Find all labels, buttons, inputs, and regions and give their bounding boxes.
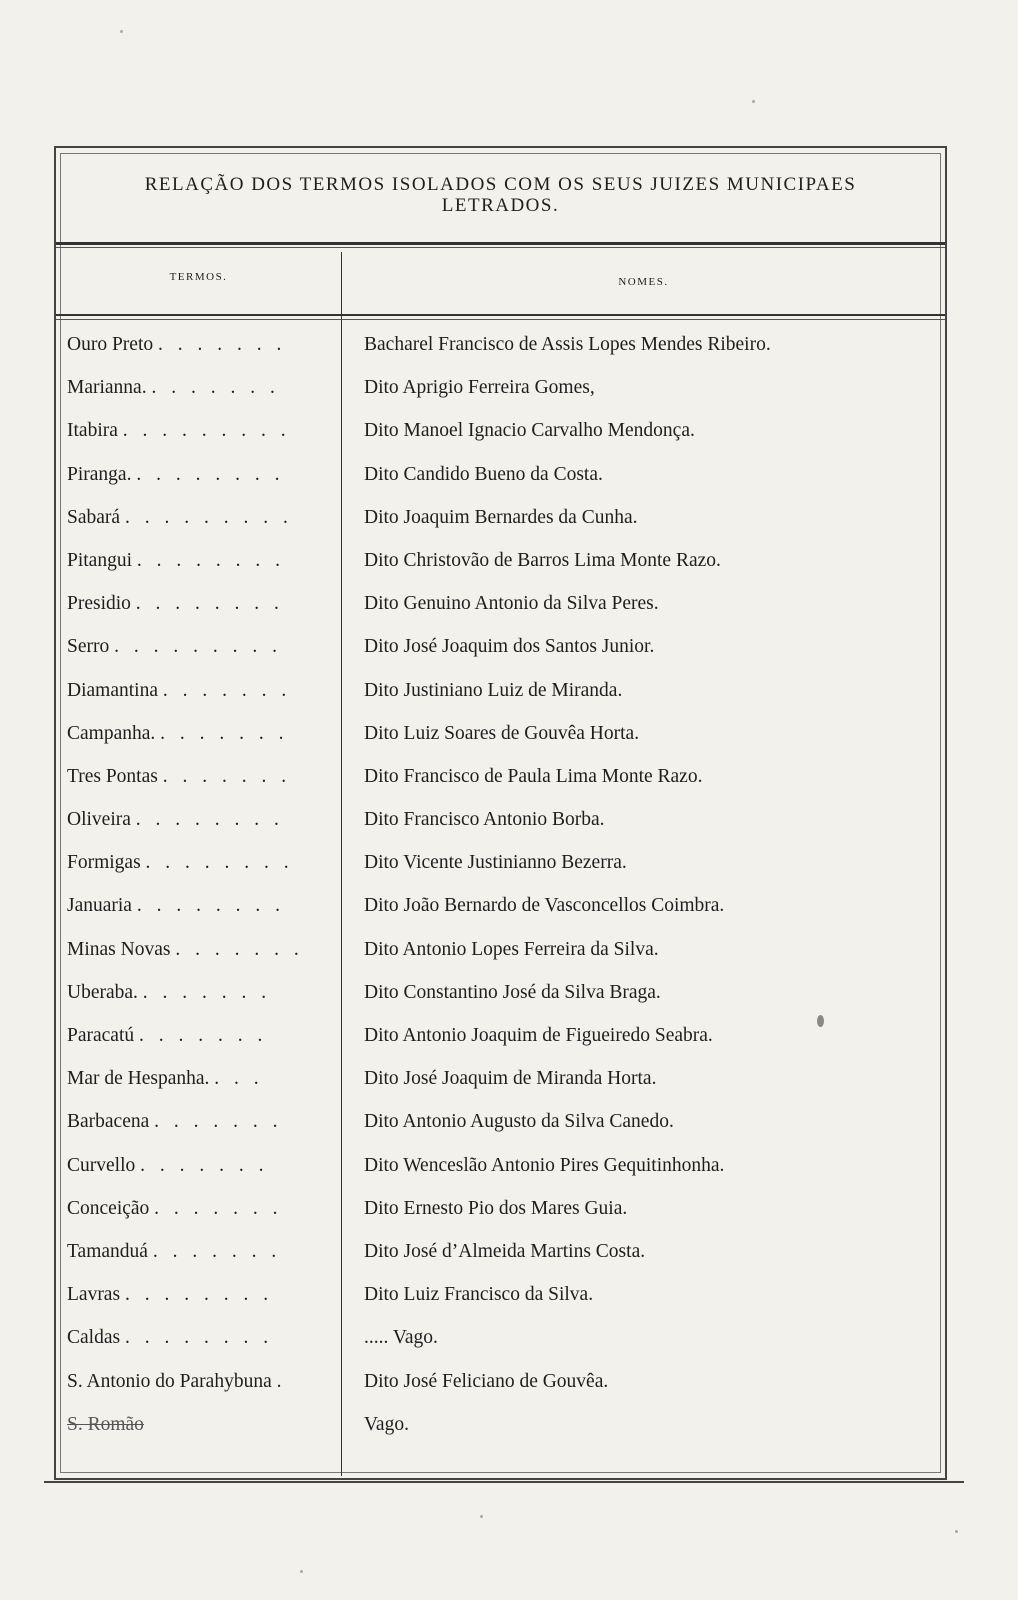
table-row bbox=[56, 803, 945, 846]
table-row bbox=[56, 760, 945, 803]
termo-name: Formigas bbox=[67, 852, 141, 874]
termo-cell bbox=[67, 593, 337, 615]
nome-cell: Dito Constantino José da Silva Braga. bbox=[364, 981, 661, 1003]
termo-cell bbox=[67, 507, 337, 529]
nome-cell: Dito Manoel Ignacio Carvalho Mendonça. bbox=[364, 420, 695, 442]
table-row bbox=[56, 976, 945, 1019]
nome-cell: Dito Justiniano Luiz de Miranda. bbox=[364, 679, 623, 701]
print-speck bbox=[752, 100, 755, 103]
nome-cell: Dito Luiz Francisco da Silva. bbox=[364, 1284, 594, 1306]
dot-leader: . . . . . . . . bbox=[136, 463, 285, 485]
nome-cell: Dito Genuino Antonio da Silva Peres. bbox=[364, 593, 659, 615]
nome-cell: Dito Antonio Augusto da Silva Canedo. bbox=[364, 1111, 674, 1133]
dot-leader: . . . . . . . . . bbox=[124, 506, 293, 528]
termo-cell bbox=[67, 1414, 337, 1436]
table-row bbox=[56, 501, 945, 544]
table-row bbox=[56, 1062, 945, 1105]
nome-cell: Dito José Feliciano de Gouvêa. bbox=[364, 1370, 609, 1392]
print-speck bbox=[300, 1570, 303, 1573]
nome-cell: Dito Francisco de Paula Lima Monte Razo. bbox=[364, 765, 703, 787]
table-row bbox=[56, 1149, 945, 1192]
termo-name: Januaria bbox=[67, 895, 132, 917]
termo-name: Sabará bbox=[67, 506, 121, 528]
termo-cell bbox=[67, 895, 337, 917]
termo-cell bbox=[67, 766, 337, 788]
termo-cell bbox=[67, 1284, 337, 1306]
termo-name: Paracatú bbox=[67, 1025, 135, 1046]
nome-cell: Dito Luiz Soares de Gouvêa Horta. bbox=[364, 722, 640, 744]
termo-cell bbox=[67, 334, 337, 356]
header-bottom-rule-thin bbox=[56, 319, 945, 320]
table-body bbox=[56, 328, 945, 1451]
dot-leader: . . . . . . . bbox=[175, 938, 304, 960]
termo-name: Diamantina bbox=[67, 679, 158, 701]
print-speck bbox=[120, 30, 123, 33]
nome-cell: Dito João Bernardo de Vasconcellos Coimbra. bbox=[364, 895, 725, 917]
termo-name: Curvello bbox=[67, 1154, 136, 1176]
termo-cell bbox=[67, 377, 337, 399]
header-top-rule-thin bbox=[56, 247, 945, 248]
termo-name: Lavras bbox=[67, 1284, 121, 1306]
nome-cell: Dito Ernesto Pio dos Mares Guia. bbox=[364, 1197, 628, 1219]
termo-cell bbox=[67, 1111, 337, 1133]
termo-cell bbox=[67, 1155, 337, 1177]
table-row bbox=[56, 889, 945, 932]
table-row bbox=[56, 1408, 945, 1451]
table-row bbox=[56, 933, 945, 976]
dot-leader: . . . . . . . bbox=[142, 981, 272, 1003]
table-row bbox=[56, 328, 945, 371]
dot-leader: . . . . . . . bbox=[154, 1197, 283, 1219]
nome-cell: Bacharel Francisco de Assis Lopes Mendes Ribeiro. bbox=[364, 334, 771, 355]
termo-cell bbox=[67, 1025, 337, 1047]
table-row bbox=[56, 544, 945, 587]
termo-cell bbox=[67, 550, 337, 572]
dot-leader: . . . . . . . . bbox=[136, 549, 286, 571]
dot-leader: . . . . . . . bbox=[162, 765, 292, 787]
termo-name: Marianna. bbox=[67, 377, 147, 399]
table-row bbox=[56, 1019, 945, 1062]
termo-name: Campanha. bbox=[67, 722, 156, 744]
table-row bbox=[56, 1192, 945, 1235]
dot-leader: . . . . . . . bbox=[152, 1240, 282, 1262]
termo-cell bbox=[67, 809, 337, 831]
nome-cell: Dito José Joaquim de Miranda Horta. bbox=[364, 1068, 657, 1090]
nome-cell: Dito Aprigio Ferreira Gomes, bbox=[364, 377, 595, 399]
termo-name: Serro bbox=[67, 636, 110, 658]
termo-name: Oliveira bbox=[67, 809, 131, 831]
termo-name: Presidio bbox=[67, 593, 131, 615]
nome-cell: Dito José Joaquim dos Santos Junior. bbox=[364, 636, 655, 658]
dot-leader: . . . bbox=[214, 1068, 264, 1090]
nome-cell: Dito Francisco Antonio Borba. bbox=[364, 809, 605, 831]
column-header-termos: TERMOS. bbox=[169, 271, 228, 283]
title-line-1: RELAÇÃO DOS TERMOS ISOLADOS COM OS SEUS JUIZES MUNICIPAES bbox=[144, 174, 857, 195]
header-bottom-rule bbox=[56, 314, 945, 316]
dot-leader: . . . . . . . . . bbox=[114, 636, 282, 658]
nome-cell: Dito Antonio Joaquim de Figueiredo Seabra. bbox=[364, 1025, 713, 1046]
termo-cell bbox=[67, 939, 337, 961]
termo-cell bbox=[67, 1241, 337, 1263]
print-speck bbox=[955, 1530, 958, 1533]
termo-name: Caldas bbox=[67, 1327, 121, 1349]
dot-leader: . . . . . . . . bbox=[124, 1284, 274, 1306]
table-row bbox=[56, 1235, 945, 1278]
nome-cell: Vago. bbox=[364, 1413, 409, 1435]
termo-name: Uberaba. bbox=[67, 981, 138, 1003]
dot-leader: . . . . . . . bbox=[160, 722, 289, 744]
dot-leader: . . . . . . . bbox=[154, 1111, 283, 1133]
termo-name: Pitangui bbox=[67, 549, 133, 571]
table-row bbox=[56, 717, 945, 760]
column-header-nomes: NOMES. bbox=[618, 276, 669, 288]
nome-cell: Dito Christovão de Barros Lima Monte Razo. bbox=[364, 549, 721, 571]
page-bottom-rule bbox=[44, 1481, 964, 1483]
termo-name: Ouro Preto bbox=[67, 334, 154, 355]
termo-name: Minas Novas bbox=[67, 938, 171, 960]
termo-name: Tres Pontas bbox=[67, 765, 158, 787]
termo-cell bbox=[67, 680, 337, 702]
termo-cell bbox=[67, 1371, 337, 1393]
termo-name: Tamanduá bbox=[67, 1240, 148, 1262]
dot-leader: . . . . . . . . bbox=[124, 1327, 274, 1349]
termo-cell bbox=[67, 636, 337, 658]
termo-name: Barbacena bbox=[67, 1111, 150, 1133]
termo-name: Mar de Hespanha. bbox=[67, 1068, 210, 1090]
dot-leader: . . . . . . . bbox=[140, 1154, 269, 1176]
header-top-rule bbox=[56, 242, 945, 245]
dot-leader: . . . . . . . bbox=[158, 334, 287, 355]
termo-name: S. Antonio do Parahybuna bbox=[67, 1370, 272, 1392]
table-row bbox=[56, 371, 945, 414]
termo-cell bbox=[67, 982, 337, 1004]
dot-leader: . bbox=[276, 1370, 287, 1392]
dot-leader: . . . . . . . bbox=[162, 679, 292, 701]
table-row bbox=[56, 846, 945, 889]
table-row bbox=[56, 1365, 945, 1408]
termo-cell bbox=[67, 464, 337, 486]
dot-leader: . . . . . . . . bbox=[145, 852, 294, 874]
table-row bbox=[56, 630, 945, 673]
nome-cell: Dito Candido Bueno da Costa. bbox=[364, 463, 603, 485]
termo-name: Piranga. bbox=[67, 463, 132, 485]
table-row bbox=[56, 414, 945, 457]
nome-cell: Dito Wenceslão Antonio Pires Gequitinhonha. bbox=[364, 1154, 725, 1176]
termo-name: Itabira bbox=[67, 420, 118, 442]
document-title bbox=[76, 174, 925, 216]
nome-cell: Dito Antonio Lopes Ferreira da Silva. bbox=[364, 938, 659, 960]
dot-leader: . . . . . . . bbox=[139, 1025, 268, 1046]
table-frame bbox=[54, 146, 947, 1480]
dot-leader: . . . . . . . bbox=[151, 377, 280, 399]
table-row bbox=[56, 1321, 945, 1364]
nome-cell: Dito Joaquim Bernardes da Cunha. bbox=[364, 506, 638, 528]
dot-leader: . . . . . . . . . bbox=[122, 420, 291, 442]
termo-name: Conceição bbox=[67, 1197, 150, 1219]
print-speck bbox=[480, 1515, 483, 1518]
table-row bbox=[56, 1105, 945, 1148]
termo-cell bbox=[67, 1327, 337, 1349]
table-row bbox=[56, 587, 945, 630]
termo-cell bbox=[67, 723, 337, 745]
termo-cell bbox=[67, 1198, 337, 1220]
termo-cell bbox=[67, 1068, 337, 1090]
nome-cell: ..... Vago. bbox=[364, 1327, 438, 1349]
title-line-2: LETRADOS. bbox=[441, 195, 560, 216]
dot-leader: . . . . . . . . bbox=[136, 895, 285, 917]
nome-cell: Dito José d’Almeida Martins Costa. bbox=[364, 1240, 646, 1262]
dot-leader: . . . . . . . . bbox=[135, 809, 284, 831]
dot-leader: . . . . . . . . bbox=[135, 593, 284, 615]
nome-cell: Dito Vicente Justinianno Bezerra. bbox=[364, 852, 627, 874]
termo-name: S. Romão bbox=[67, 1413, 144, 1435]
termo-cell bbox=[67, 420, 337, 442]
termo-cell bbox=[67, 852, 337, 874]
table-row bbox=[56, 1278, 945, 1321]
table-row bbox=[56, 674, 945, 717]
table-row bbox=[56, 458, 945, 501]
